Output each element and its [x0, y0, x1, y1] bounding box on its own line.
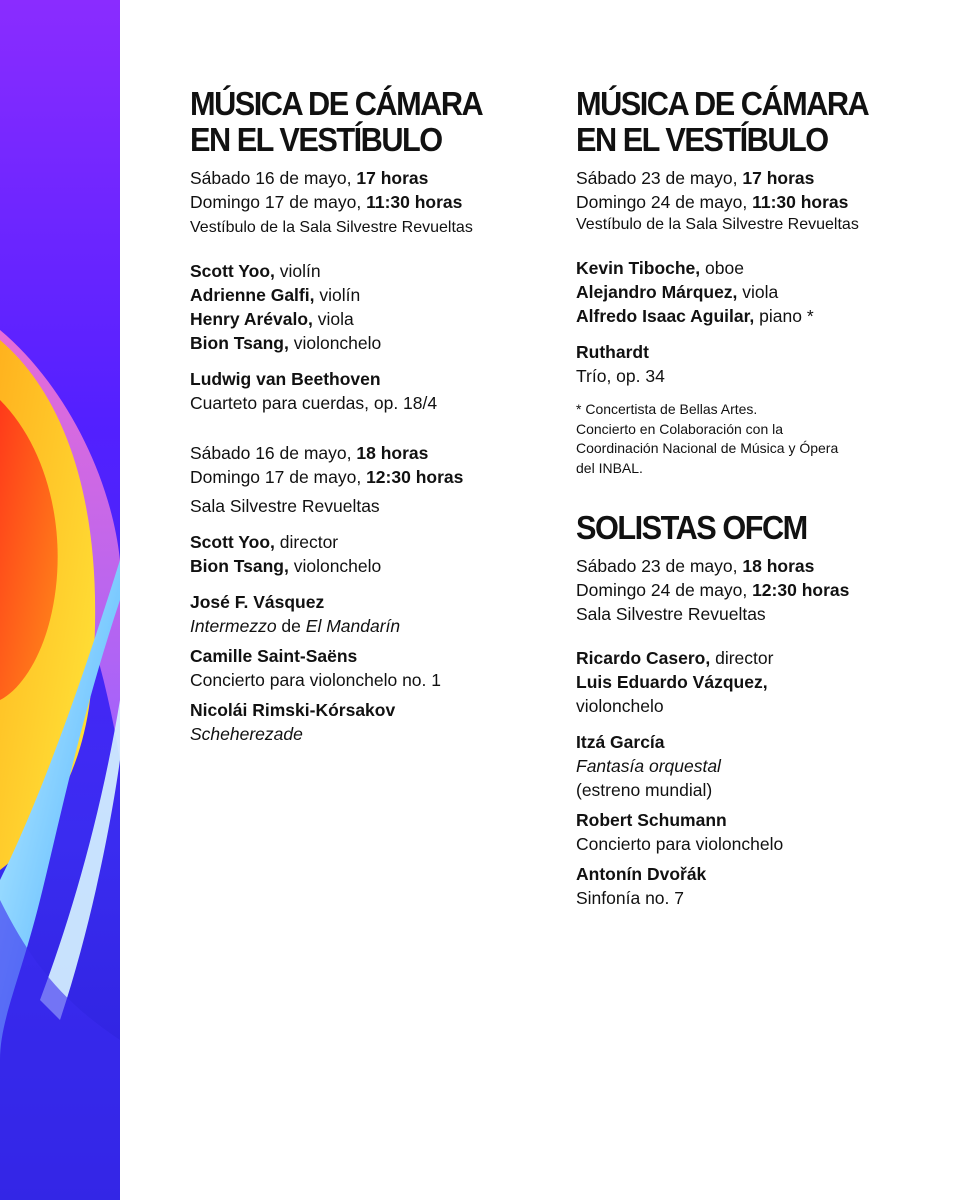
composer: Robert Schumann [576, 810, 727, 830]
date-time: 18 horas [742, 556, 815, 576]
date-time: 11:30 horas [752, 192, 849, 212]
performer-name: Alejandro Márquez, [576, 282, 738, 302]
left-heading-line-2: EN EL VESTÍBULO [190, 121, 442, 158]
footnote: * Concertista de Bellas Artes. [576, 401, 758, 417]
work-title: Intermezzo [190, 616, 277, 636]
date-text: Sábado 23 de mayo, [576, 556, 743, 576]
work-note: (estreno mundial) [576, 780, 713, 800]
performer-name: Luis Eduardo Vázquez, [576, 672, 768, 692]
footnote: Coordinación Nacional de Música y Ópera [576, 440, 839, 456]
date-text: Sábado 23 de mayo, [576, 168, 743, 188]
event-venue: Vestíbulo de la Sala Silvestre Revueltas [576, 216, 859, 233]
work: Concierto para violonchelo no. 1 [190, 670, 441, 690]
left-event-2 [190, 441, 540, 746]
performer [190, 331, 540, 355]
work: Fantasía orquestal [576, 756, 721, 776]
performer-name: Bion Tsang, [190, 556, 289, 576]
composer: Itzá García [576, 732, 665, 752]
performer-role: director [274, 532, 339, 552]
performer [190, 554, 540, 578]
performer [190, 259, 540, 283]
performer-role: piano * [754, 306, 814, 326]
performer [190, 307, 540, 331]
date-time: 11:30 horas [366, 192, 463, 212]
date-time: 18 horas [356, 443, 429, 463]
left-heading [190, 86, 516, 158]
date-text: Sábado 16 de mayo, [190, 168, 357, 188]
event-date [190, 441, 540, 465]
event-date [190, 190, 540, 214]
date-text: Sábado 16 de mayo, [190, 443, 357, 463]
date-time: 17 horas [742, 168, 815, 188]
composer: Camille Saint-Saëns [190, 646, 358, 666]
footnote: del INBAL. [576, 459, 643, 476]
right-heading [576, 86, 902, 158]
work: Cuarteto para cuerdas, op. 18/4 [190, 393, 438, 413]
performer-role: violonchelo [288, 333, 382, 353]
performer-name: Henry Arévalo, [190, 309, 313, 329]
performer-role: viola [312, 309, 354, 329]
composer: Ludwig van Beethoven [190, 369, 381, 389]
date-text: Domingo 17 de mayo, [190, 467, 367, 487]
performer-name: Scott Yoo, [190, 532, 275, 552]
right-heading-line-2: EN EL VESTÍBULO [576, 121, 828, 158]
composer: José F. Vásquez [190, 592, 325, 612]
performer-name: Scott Yoo, [190, 261, 275, 281]
right-event-2 [576, 554, 926, 910]
work: Sinfonía no. 7 [576, 888, 684, 908]
date-text: Domingo 17 de mayo, [190, 192, 367, 212]
event-date [190, 465, 540, 489]
performer-name: Alfredo Isaac Aguilar, [576, 306, 755, 326]
date-time: 12:30 horas [366, 467, 464, 487]
performer-role: violín [274, 261, 321, 281]
event-venue: Sala Silvestre Revueltas [576, 604, 766, 624]
event-date [190, 166, 540, 190]
work: Scheherezade [190, 724, 303, 744]
work [190, 614, 540, 638]
event-venue: Sala Silvestre Revueltas [190, 496, 380, 516]
performer-role: oboe [700, 258, 744, 278]
solistas-heading: SOLISTAS OFCM [576, 509, 807, 546]
right-heading-line-1: MÚSICA DE CÁMARA [576, 85, 869, 122]
date-text: Domingo 24 de mayo, [576, 192, 753, 212]
right-event-1 [576, 166, 926, 478]
left-heading-line-1: MÚSICA DE CÁMARA [190, 85, 483, 122]
event-venue: Vestíbulo de la Sala Silvestre Revueltas [190, 219, 473, 236]
performer-name: Ricardo Casero, [576, 648, 711, 668]
performer [576, 646, 926, 670]
work-connector: de [276, 616, 306, 636]
event-date [576, 166, 926, 190]
work: Trío, op. 34 [576, 366, 665, 386]
performer-role-continued: violonchelo [576, 696, 664, 716]
date-time: 12:30 horas [752, 580, 850, 600]
performer-role: viola [737, 282, 779, 302]
event-date [576, 554, 926, 578]
event-date [576, 190, 926, 214]
performer-name: Adrienne Galfi, [190, 285, 315, 305]
composer: Antonín Dvořák [576, 864, 707, 884]
performer [576, 670, 926, 694]
left-event-1 [190, 166, 540, 415]
performer-role: violonchelo [288, 556, 382, 576]
performer-name: Bion Tsang, [190, 333, 289, 353]
work-title: El Mandarín [305, 616, 401, 636]
composer: Ruthardt [576, 342, 649, 362]
date-text: Domingo 24 de mayo, [576, 580, 753, 600]
left-column [190, 86, 540, 746]
work: Concierto para violonchelo [576, 834, 784, 854]
performer-role: director [710, 648, 774, 668]
performer [190, 530, 540, 554]
composer: Nicolái Rimski-Kórsakov [190, 700, 396, 720]
event-date [576, 578, 926, 602]
date-time: 17 horas [356, 168, 429, 188]
footnote: Concierto en Colaboración con la [576, 420, 784, 437]
right-column [576, 86, 926, 910]
abstract-swirl-art [0, 0, 120, 1200]
performer-name: Kevin Tiboche, [576, 258, 701, 278]
performer-role: violín [314, 285, 361, 305]
performer [576, 304, 926, 328]
performer [190, 283, 540, 307]
performer [576, 256, 926, 280]
performer [576, 280, 926, 304]
decorative-gradient-strip [0, 0, 120, 1200]
